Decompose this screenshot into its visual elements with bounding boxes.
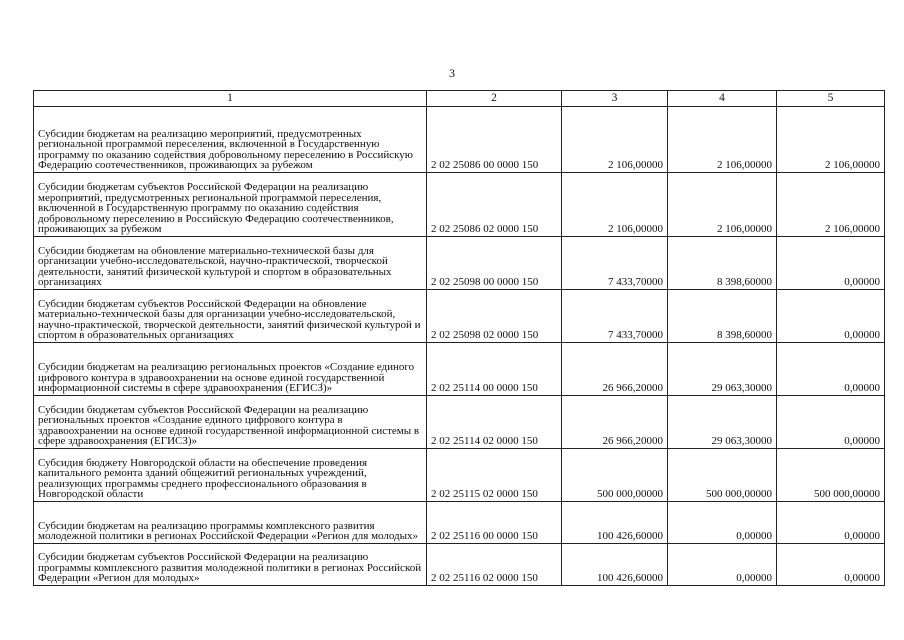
budget-code: 2 02 25116 00 0000 150 [427, 502, 562, 544]
amount-col3: 26 966,20000 [562, 343, 668, 396]
amount-col3: 100 426,60000 [562, 544, 668, 586]
amount-col5: 2 106,00000 [777, 107, 885, 173]
table-row [34, 396, 885, 449]
table-row [34, 502, 885, 544]
budget-code: 2 02 25098 02 0000 150 [427, 290, 562, 343]
subsidy-name: Субсидия бюджету Новгородской области на обеспечение проведения капитального ремонта зданий общежитий региональных учреждений, реализующих программы среднего профессионального образования в Новгородской области [34, 449, 427, 502]
amount-col4: 2 106,00000 [668, 107, 777, 173]
amount-col4: 0,00000 [668, 502, 777, 544]
amount-col4: 2 106,00000 [668, 173, 777, 237]
column-header: 3 [562, 91, 668, 107]
budget-code: 2 02 25116 02 0000 150 [427, 544, 562, 586]
header-row [34, 91, 885, 107]
budget-code: 2 02 25114 00 0000 150 [427, 343, 562, 396]
table-row [34, 237, 885, 290]
amount-col4: 29 063,30000 [668, 396, 777, 449]
column-header: 4 [668, 91, 777, 107]
table-row [34, 290, 885, 343]
subsidy-name: Субсидии бюджетам на обновление материально-технической базы для организации учебно-исследовательской, научно-практической, творческой деятельности, занятий физической культурой и спортом в образовательных организациях [34, 237, 427, 290]
amount-col4: 500 000,00000 [668, 449, 777, 502]
table-row [34, 544, 885, 586]
budget-code: 2 02 25086 02 0000 150 [427, 173, 562, 237]
budget-code: 2 02 25098 00 0000 150 [427, 237, 562, 290]
table-row [34, 343, 885, 396]
budget-code: 2 02 25114 02 0000 150 [427, 396, 562, 449]
column-header: 2 [427, 91, 562, 107]
subsidy-name: Субсидии бюджетам на реализацию программы комплексного развития молодежной политики в регионах Российской Федерации «Регион для молодых» [34, 502, 427, 544]
amount-col3: 7 433,70000 [562, 237, 668, 290]
amount-col5: 0,00000 [777, 544, 885, 586]
amount-col4: 8 398,60000 [668, 237, 777, 290]
amount-col5: 0,00000 [777, 237, 885, 290]
budget-table [33, 90, 885, 586]
amount-col3: 2 106,00000 [562, 173, 668, 237]
subsidy-name: Субсидии бюджетам субъектов Российской Федерации на реализацию региональных проектов «Создание единого цифрового контура в здравоохранении на основе единой государственной информационной системы в сфере здравоохранения (ЕГИСЗ)» [34, 396, 427, 449]
budget-code: 2 02 25086 00 0000 150 [427, 107, 562, 173]
amount-col4: 29 063,30000 [668, 343, 777, 396]
amount-col3: 2 106,00000 [562, 107, 668, 173]
subsidy-name: Субсидии бюджетам на реализацию мероприятий, предусмотренных региональной программой переселения, включенной в Государственную программу по оказанию содействия добровольному переселению в Российскую Федерацию соотечественников, проживающих за рубежом [34, 107, 427, 173]
amount-col3: 26 966,20000 [562, 396, 668, 449]
amount-col5: 0,00000 [777, 396, 885, 449]
table-row [34, 449, 885, 502]
amount-col3: 500 000,00000 [562, 449, 668, 502]
subsidy-name: Субсидии бюджетам субъектов Российской Федерации на реализацию мероприятий, предусмотренных региональной программой переселения, включенной в Государственную программу по оказанию содействия добровольному переселению в Российскую Федерацию соотечественников, проживающих за рубежом [34, 173, 427, 237]
subsidy-name: Субсидии бюджетам субъектов Российской Федерации на реализацию программы комплексного развития молодежной политики в регионах Российской Федерации «Регион для молодых» [34, 544, 427, 586]
amount-col3: 7 433,70000 [562, 290, 668, 343]
amount-col5: 500 000,00000 [777, 449, 885, 502]
page-number: 3 [449, 66, 455, 80]
budget-code: 2 02 25115 02 0000 150 [427, 449, 562, 502]
column-header: 1 [34, 91, 427, 107]
amount-col3: 100 426,60000 [562, 502, 668, 544]
table-row [34, 173, 885, 237]
subsidy-name: Субсидии бюджетам субъектов Российской Федерации на обновление материально-технической базы для организации учебно-исследовательской, научно-практической, творческой деятельности, занятий физической культурой и спортом в образовательных организациях [34, 290, 427, 343]
amount-col5: 0,00000 [777, 502, 885, 544]
subsidy-name: Субсидии бюджетам на реализацию региональных проектов «Создание единого цифрового контура в здравоохранении на основе единой государственной информационной системы в сфере здравоохранения (ЕГИСЗ)» [34, 343, 427, 396]
amount-col4: 0,00000 [668, 544, 777, 586]
column-header: 5 [777, 91, 885, 107]
amount-col5: 0,00000 [777, 290, 885, 343]
amount-col4: 8 398,60000 [668, 290, 777, 343]
table-row [34, 107, 885, 173]
amount-col5: 2 106,00000 [777, 173, 885, 237]
amount-col5: 0,00000 [777, 343, 885, 396]
